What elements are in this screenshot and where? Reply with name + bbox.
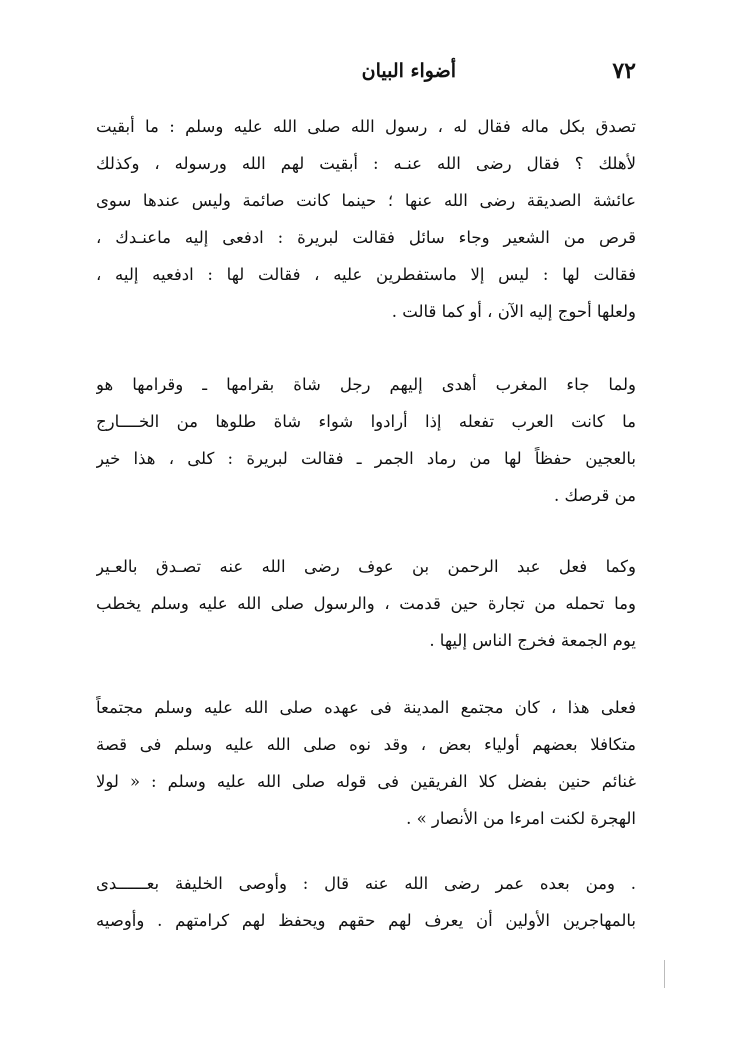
paragraph-2 xyxy=(96,366,636,514)
text-line: تصدق بكل ماله فقال له ، رسول الله صلى الله عليه وسلم : ما أبقيت xyxy=(96,117,636,136)
text-line: عائشة الصديقة رضى الله عنها ؛ حينما كانت صائمة وليس عندها سوى xyxy=(96,191,636,210)
text-line: بالعجين حفظاً لها من رماد الجمر ـ فقالت لبريرة : كلى ، هذا خير xyxy=(96,449,636,468)
text-line: ولعلها أحوج إليه الآن ، أو كما قالت . xyxy=(391,302,636,321)
margin-mark xyxy=(664,960,665,988)
running-title: أضواء البيان xyxy=(361,60,456,82)
text-line: وما تحمله من تجارة حين قدمت ، والرسول صلى الله عليه وسلم يخطب xyxy=(96,594,636,613)
body-text xyxy=(96,108,636,979)
paragraph-1 xyxy=(96,108,636,330)
text-line: يوم الجمعة فخرج الناس إليها . xyxy=(429,631,636,650)
text-line: من قرصك . xyxy=(553,486,636,505)
text-line: وكما فعل عبد الرحمن بن عوف رضى الله عنه تصـدق بالعـير xyxy=(96,557,636,576)
text-line: ما كانت العرب تفعله إذا أرادوا شواء شاة طلوها من الخــــارج xyxy=(96,412,636,431)
paragraph-3 xyxy=(96,548,636,659)
text-line: لأهلك ؟ فقال رضى الله عنـه : أبقيت لهم الله ورسوله ، وكذلك xyxy=(96,154,636,173)
text-line: . ومن بعده عمر رضى الله عنه قال : وأوصى الخليفة بعــــــدى xyxy=(96,874,636,893)
text-line: فعلى هذا ، كان مجتمع المدينة فى عهده صلى الله عليه وسلم مجتمعاً xyxy=(96,698,636,717)
text-line: الهجرة لكنت امرءا من الأنصار » . xyxy=(406,809,636,828)
paragraph-5 xyxy=(96,865,636,939)
text-line: متكافلا بعضهم أولياء بعض ، وقد نوه صلى الله عليه وسلم فى قصة xyxy=(96,735,636,754)
text-line: فقالت لها : ليس إلا ماستفطرين عليه ، فقالت لها : ادفعيه إليه ، xyxy=(96,265,636,284)
page-header xyxy=(96,58,636,88)
text-line: قرص من الشعير وجاء سائل فقالت لبريرة : ادفعى إليه ماعنـدك ، xyxy=(96,228,636,247)
text-line: بالمهاجرين الأولين أن يعرف لهم حقهم ويحفظ لهم كرامتهم . وأوصيه xyxy=(96,911,636,930)
page-number: ٧٢ xyxy=(612,58,636,84)
text-line: غنائم حنين بفضل كلا الفريقين فى قوله صلى الله عليه وسلم : « لولا xyxy=(96,772,636,791)
paragraph-4 xyxy=(96,689,636,837)
text-line: ولما جاء المغرب أهدى إليهم رجل شاة بقرامها ـ وقرامها هو xyxy=(96,375,636,394)
